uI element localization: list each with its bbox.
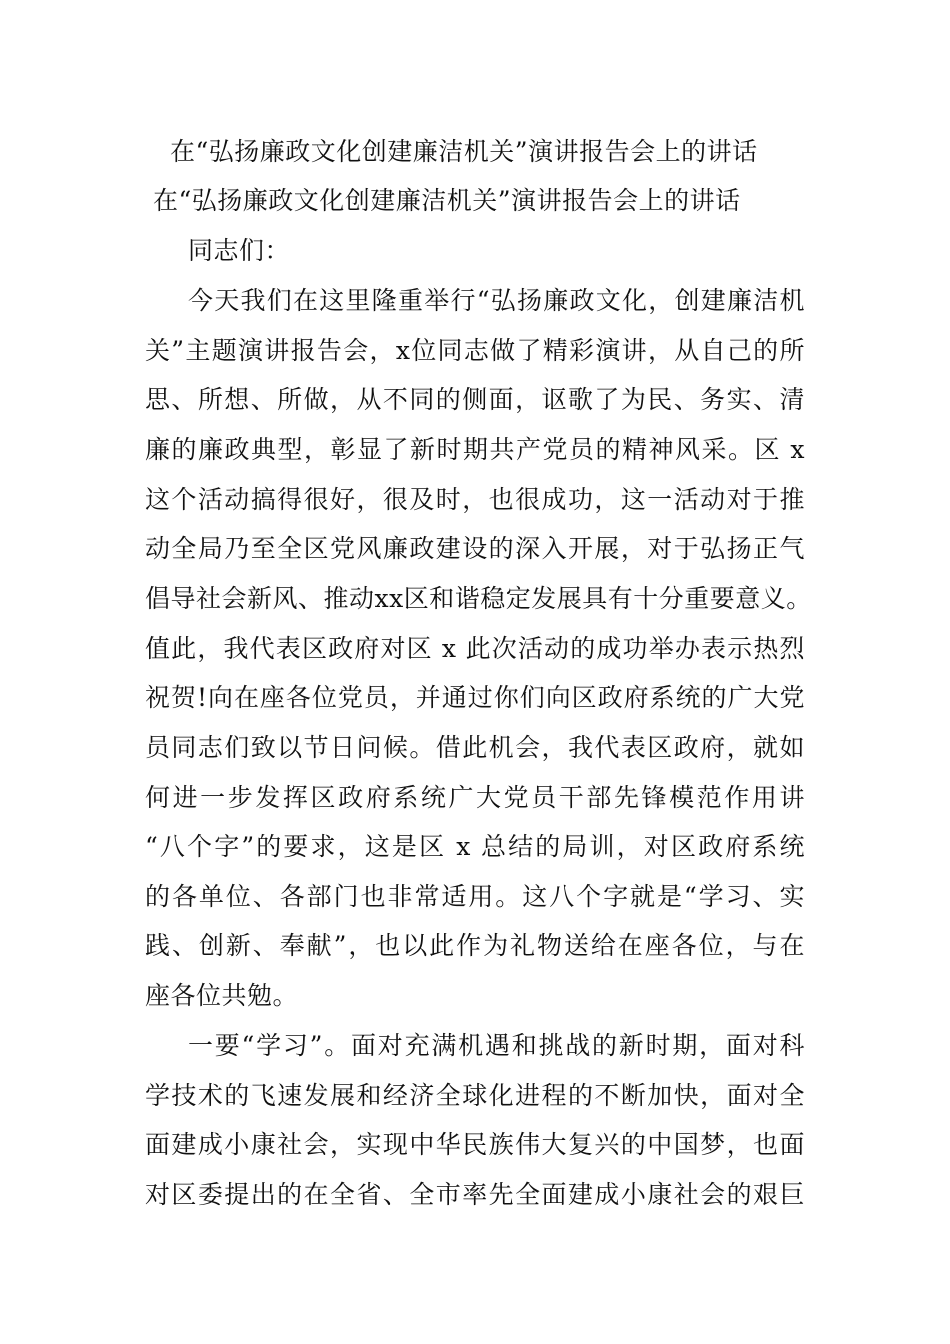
paragraph-line: 今天我们在这里隆重举行“弘扬廉政文化，创建廉洁机 [188,286,805,315]
paragraph-line: 学技术的飞速发展和经济全球化进程的不断加快，面对全 [145,1081,805,1110]
paragraph-line: 面建成小康社会，实现中华民族伟大复兴的中国梦，也面 [145,1130,805,1159]
paragraph-line: 动全局乃至全区党风廉政建设的深入开展，对于弘扬正气 [145,534,805,563]
paragraph-line: 践、创新、奉献”，也以此作为礼物送给在座各位，与在 [145,931,805,960]
salutation: 同志们： [188,236,291,265]
paragraph-line: “八个字”的要求，这是区 x 总结的局训，对区政府系统 [145,832,805,861]
paragraph-line: 祝贺!向在座各位党员，并通过你们向区政府系统的广大党 [145,683,805,712]
paragraph-line: 思、所想、所做，从不同的侧面，讴歌了为民、务实、清 [145,385,805,414]
paragraph-line: 廉的廉政典型，彰显了新时期共产党员的精神风采。区 x [145,435,805,464]
document-title: 在“弘扬廉政文化创建廉洁机关”演讲报告会上的讲话 [170,137,758,166]
paragraph-line: 倡导社会新风、推动xx区和谐稳定发展具有十分重要意义。 [145,584,812,613]
paragraph-line: 这个活动搞得很好，很及时，也很成功，这一活动对于推 [145,485,805,514]
paragraph-line: 对区委提出的在全省、全市率先全面建成小康社会的艰巨 [145,1180,805,1209]
paragraph-line: 关”主题演讲报告会，x位同志做了精彩演讲，从自己的所 [145,336,805,365]
paragraph-line: 员同志们致以节日问候。借此机会，我代表区政府，就如 [145,733,805,762]
paragraph-line: 值此，我代表区政府对区 x 此次活动的成功举办表示热烈 [145,634,805,663]
paragraph-line: 座各位共勉。 [145,981,299,1010]
paragraph-line: 何进一步发挥区政府系统广大党员干部先锋模范作用讲 [145,783,805,812]
document-title-repeat: 在“弘扬廉政文化创建廉洁机关”演讲报告会上的讲话 [153,186,741,215]
paragraph-line: 的各单位、各部门也非常适用。这八个字就是“学习、实 [145,882,805,911]
paragraph-line: 一要“学习”。面对充满机遇和挑战的新时期，面对科 [188,1031,805,1060]
